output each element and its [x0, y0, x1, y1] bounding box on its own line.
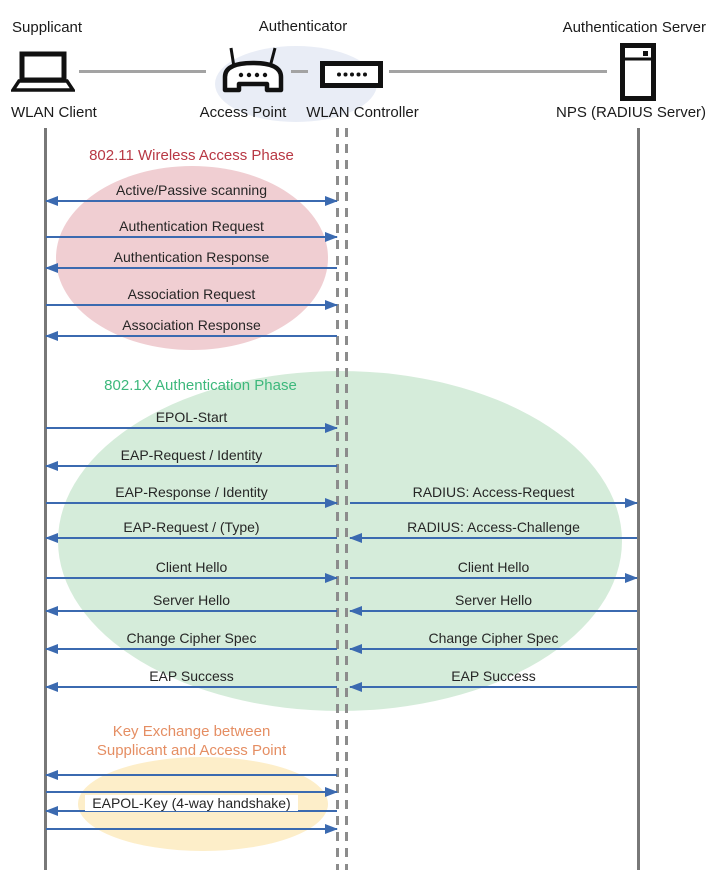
message-label-text: Authentication Response — [113, 249, 270, 265]
message-label — [46, 409, 337, 426]
message-label — [46, 218, 337, 235]
phase3-title — [46, 722, 337, 760]
connector-line — [291, 70, 308, 73]
phase2-title: 802.1X Authentication Phase — [104, 377, 297, 394]
message-label-text: EAP-Request / Identity — [120, 447, 263, 463]
message-label — [46, 447, 337, 464]
message-label — [46, 559, 337, 576]
message-label-text: RADIUS: Access-Challenge — [407, 519, 580, 535]
phase3-title-line1: Key Exchange between — [112, 723, 271, 740]
message-label-text: Association Request — [127, 286, 256, 302]
message-arrow-left — [46, 335, 337, 337]
message-label — [350, 559, 637, 576]
message-label — [46, 519, 337, 536]
message-arrow-right — [46, 502, 337, 504]
lifeline-wlan-controller-dash-2 — [345, 128, 348, 870]
message-arrow-left — [350, 686, 637, 688]
message-label-text: EAPOL-Key (4-way handshake) — [85, 795, 297, 811]
message-label-text: Association Response — [122, 317, 261, 333]
message-label — [46, 795, 337, 812]
message-arrow-left — [350, 537, 637, 539]
message-arrow-right — [46, 828, 337, 830]
role-label-authentication-server: Authentication Server — [562, 19, 706, 36]
laptop-icon — [11, 51, 75, 93]
wlan-controller-icon — [320, 61, 383, 88]
message-label-text: EPOL-Start — [155, 409, 228, 425]
connector-line — [389, 70, 607, 73]
message-label-text: Change Cipher Spec — [126, 630, 257, 646]
message-arrow-left — [46, 648, 337, 650]
phase1-title: 802.11 Wireless Access Phase — [89, 147, 294, 164]
message-arrow-left — [46, 686, 337, 688]
message-arrow-left — [46, 537, 337, 539]
node-label-nps: NPS (RADIUS Server) — [556, 104, 707, 121]
message-label — [350, 519, 637, 536]
message-label-text: EAP Success — [149, 668, 234, 684]
access-point-icon — [218, 45, 288, 95]
message-label-text: EAP-Request / (Type) — [123, 519, 260, 535]
message-arrow-left — [350, 610, 637, 612]
message-label-text: RADIUS: Access-Request — [412, 484, 575, 500]
message-label-text: Server Hello — [152, 592, 231, 608]
arrowhead-left-icon — [45, 770, 58, 780]
message-arrow-right — [46, 304, 337, 306]
message-arrow-right — [46, 791, 337, 793]
message-arrow-left — [46, 610, 337, 612]
message-label-text: EAP Success — [451, 668, 536, 684]
node-label-access-point: Access Point — [199, 104, 287, 121]
message-arrow-left — [46, 267, 337, 269]
message-label — [350, 668, 637, 685]
node-label-wlan-controller: WLAN Controller — [306, 104, 419, 121]
message-label-text: EAP-Response / Identity — [115, 484, 268, 500]
message-label — [350, 592, 637, 609]
message-arrow-right — [46, 236, 337, 238]
node-label-wlan-client: WLAN Client — [11, 104, 97, 121]
message-arrow-left — [46, 774, 337, 776]
message-label — [46, 592, 337, 609]
message-label-text: Client Hello — [155, 559, 228, 575]
message-arrow-both — [46, 200, 337, 202]
message-label-text: Active/Passive scanning — [116, 182, 267, 198]
message-label — [46, 630, 337, 647]
message-arrow-right — [350, 502, 637, 504]
message-label — [350, 484, 637, 501]
role-label-supplicant: Supplicant — [12, 19, 83, 36]
message-arrow-left — [46, 465, 337, 467]
message-label-text: Client Hello — [457, 559, 530, 575]
message-arrow-right — [46, 427, 337, 429]
connector-line — [79, 70, 206, 73]
message-label-text: Server Hello — [454, 592, 533, 608]
message-arrow-right — [46, 577, 337, 579]
message-label — [46, 484, 337, 501]
message-label — [46, 317, 337, 334]
server-icon — [620, 43, 656, 101]
message-label — [46, 286, 337, 303]
message-label — [46, 182, 337, 199]
message-label-text: Change Cipher Spec — [428, 630, 559, 646]
message-label — [46, 249, 337, 266]
message-label — [46, 668, 337, 685]
role-label-authenticator: Authenticator — [258, 18, 348, 35]
phase3-title-line2: Supplicant and Access Point — [96, 742, 287, 759]
arrowhead-right-icon — [325, 824, 338, 834]
message-label-text: Authentication Request — [119, 218, 264, 234]
message-arrow-left — [350, 648, 637, 650]
message-label — [350, 630, 637, 647]
message-arrow-right — [350, 577, 637, 579]
